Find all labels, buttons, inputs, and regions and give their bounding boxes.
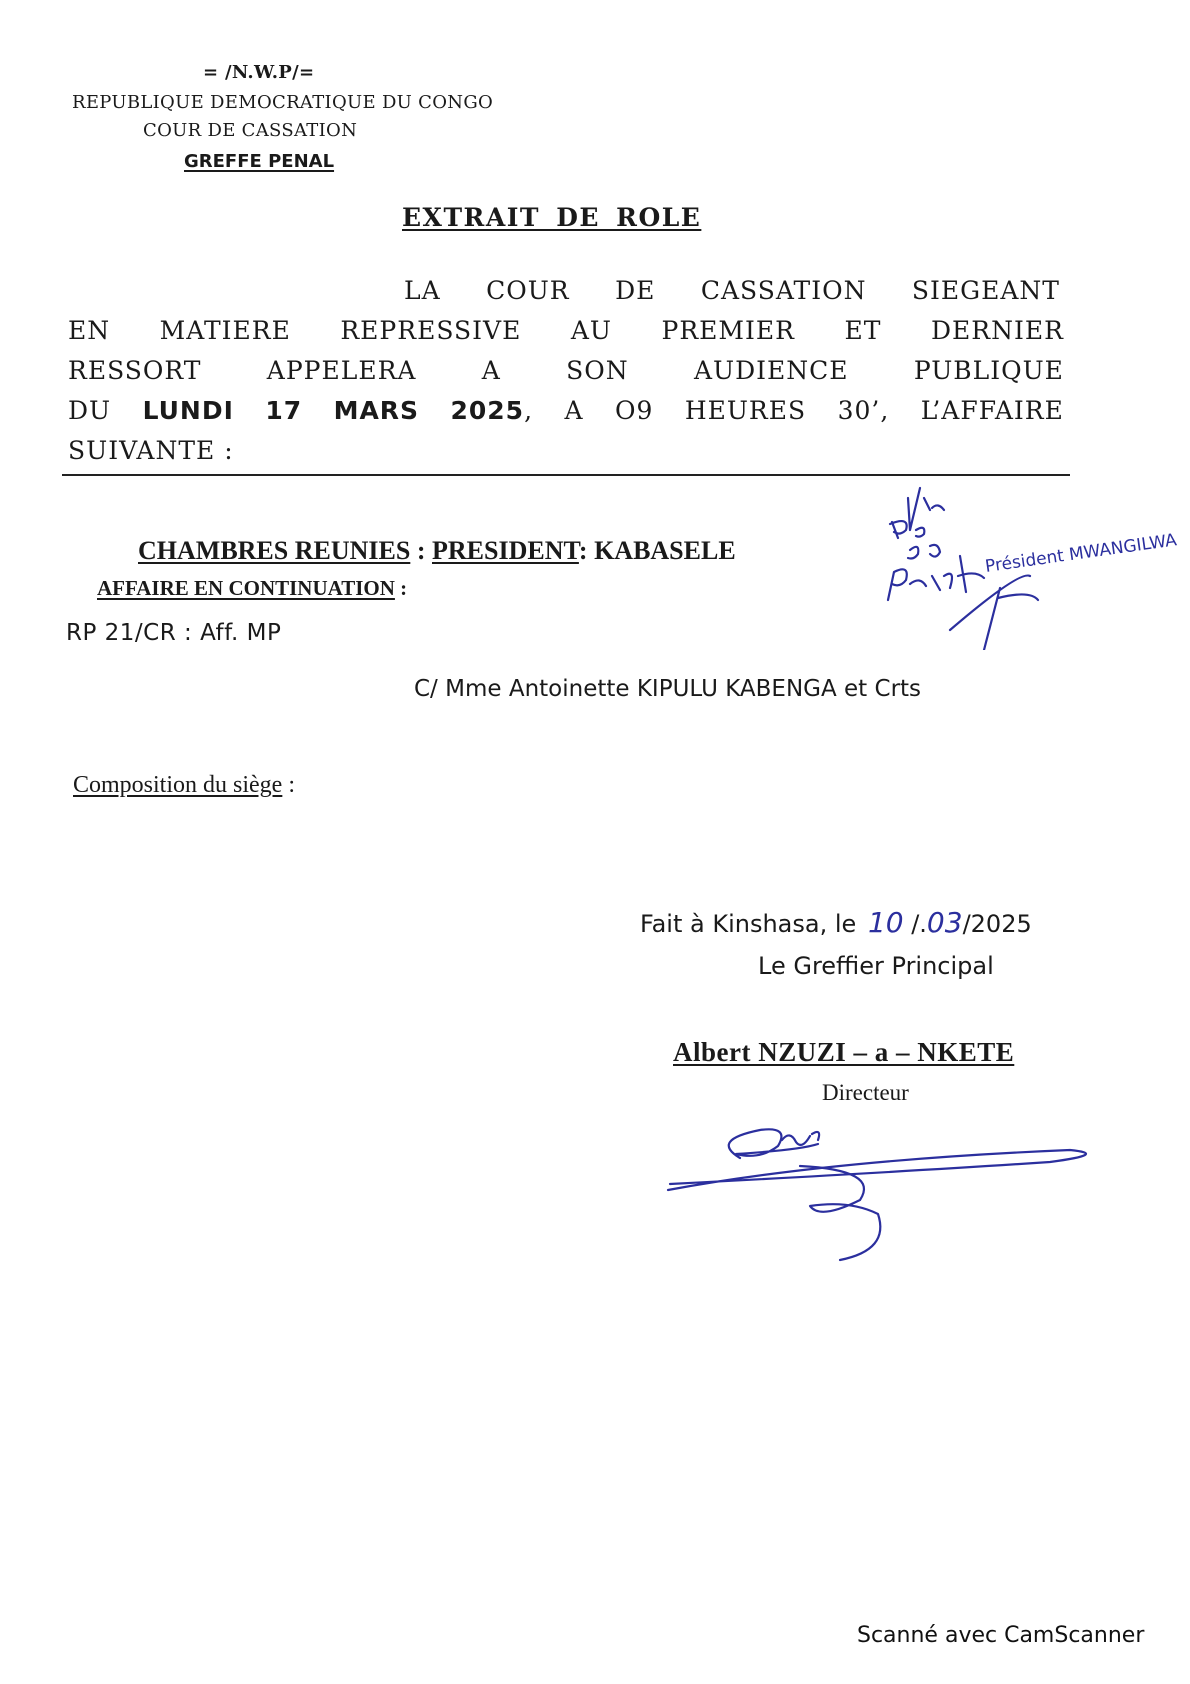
word: DU — [68, 396, 112, 425]
word: COUR — [486, 276, 570, 305]
composition-line: Composition du siège : — [73, 772, 296, 798]
word: MATIERE — [159, 316, 291, 345]
word: DE — [615, 276, 656, 305]
hearing-month: MARS — [333, 396, 420, 425]
word: PREMIER — [661, 316, 795, 345]
annotation-stroke — [908, 545, 940, 559]
word: A — [481, 356, 501, 385]
date-line: Fait à Kinshasa, le 10 /.03/2025 — [640, 906, 1032, 939]
annotation-stroke — [908, 488, 944, 530]
announcement-line-2 — [68, 316, 1064, 345]
signatory-title: Directeur — [822, 1080, 909, 1105]
word: HEURES — [684, 396, 807, 425]
handwritten-annotation — [880, 480, 1180, 650]
date-day: 10 — [867, 906, 904, 939]
word: SON — [566, 356, 629, 385]
word: L’AFFAIRE — [920, 396, 1064, 425]
word: REPRESSIVE — [340, 316, 522, 345]
chambers-line: CHAMBRES REUNIES : PRESIDENT: KABASELE — [138, 536, 736, 565]
continuation-line: AFFAIRE EN CONTINUATION : — [97, 576, 408, 600]
word: SIEGEANT — [911, 276, 1060, 305]
president-name: KABASELE — [594, 536, 736, 565]
word: A — [564, 396, 584, 425]
composition-label: Composition du siège — [73, 772, 283, 798]
announcement-line-4: DU LUNDI 17 MARS 2025, A O9 HEURES 30’, L’AFFAIRE — [68, 396, 1064, 425]
annotation-stroke — [950, 575, 1038, 650]
announcement-line-5 — [68, 436, 234, 465]
president-label: PRESIDENT — [432, 536, 579, 565]
top-mark: = /N.W.P/= — [203, 62, 315, 83]
scanner-watermark: Scanné avec CamScanner — [857, 1623, 1145, 1648]
signatory-name: Albert NZUZI – a – NKETE — [673, 1037, 1015, 1067]
word: APPELERA — [266, 356, 417, 385]
announcement-line-3 — [68, 356, 1064, 385]
hearing-year: 2025 — [450, 396, 525, 425]
case-parties: C/ Mme Antoinette KIPULU KABENGA et Crts — [414, 676, 922, 702]
hearing-minutes: 30’, — [837, 396, 890, 425]
date-month: 03 — [926, 906, 963, 939]
word: AUDIENCE — [693, 356, 849, 385]
republic-name: REPUBLIQUE DEMOCRATIQUE DU CONGO — [72, 92, 494, 113]
word: ET — [844, 316, 882, 345]
place-prefix: Fait à Kinshasa, le — [640, 910, 857, 938]
signature — [650, 1110, 1120, 1280]
date-year: /2025 — [962, 910, 1032, 938]
hearing-hour: O9 — [614, 396, 654, 425]
continuation-label: AFFAIRE EN CONTINUATION — [97, 576, 395, 600]
word: CASSATION — [700, 276, 867, 305]
case-reference: RP 21/CR : Aff. MP — [66, 620, 282, 646]
signatory-role: Le Greffier Principal — [758, 952, 994, 980]
word: LA — [404, 276, 441, 305]
word: RESSORT — [68, 356, 202, 385]
annotation-text: Président MWANGILWA — [983, 530, 1179, 577]
word: DERNIER — [930, 316, 1064, 345]
announcement-line-1 — [404, 276, 1060, 305]
court-name: COUR DE CASSATION — [143, 120, 358, 141]
annotation-stroke — [888, 556, 984, 600]
word: AU — [570, 316, 612, 345]
document-title: EXTRAIT DE ROLE — [402, 203, 702, 232]
chambers-label: CHAMBRES REUNIES — [138, 536, 411, 565]
word: PUBLIQUE — [913, 356, 1064, 385]
word: EN — [68, 316, 111, 345]
separator-rule — [62, 474, 1070, 476]
hearing-weekday: LUNDI — [142, 396, 234, 425]
word: SUIVANTE : — [68, 436, 234, 465]
office-name: GREFFE PENAL — [184, 151, 335, 172]
hearing-day: 17 — [265, 396, 303, 425]
annotation-stroke — [890, 521, 924, 538]
